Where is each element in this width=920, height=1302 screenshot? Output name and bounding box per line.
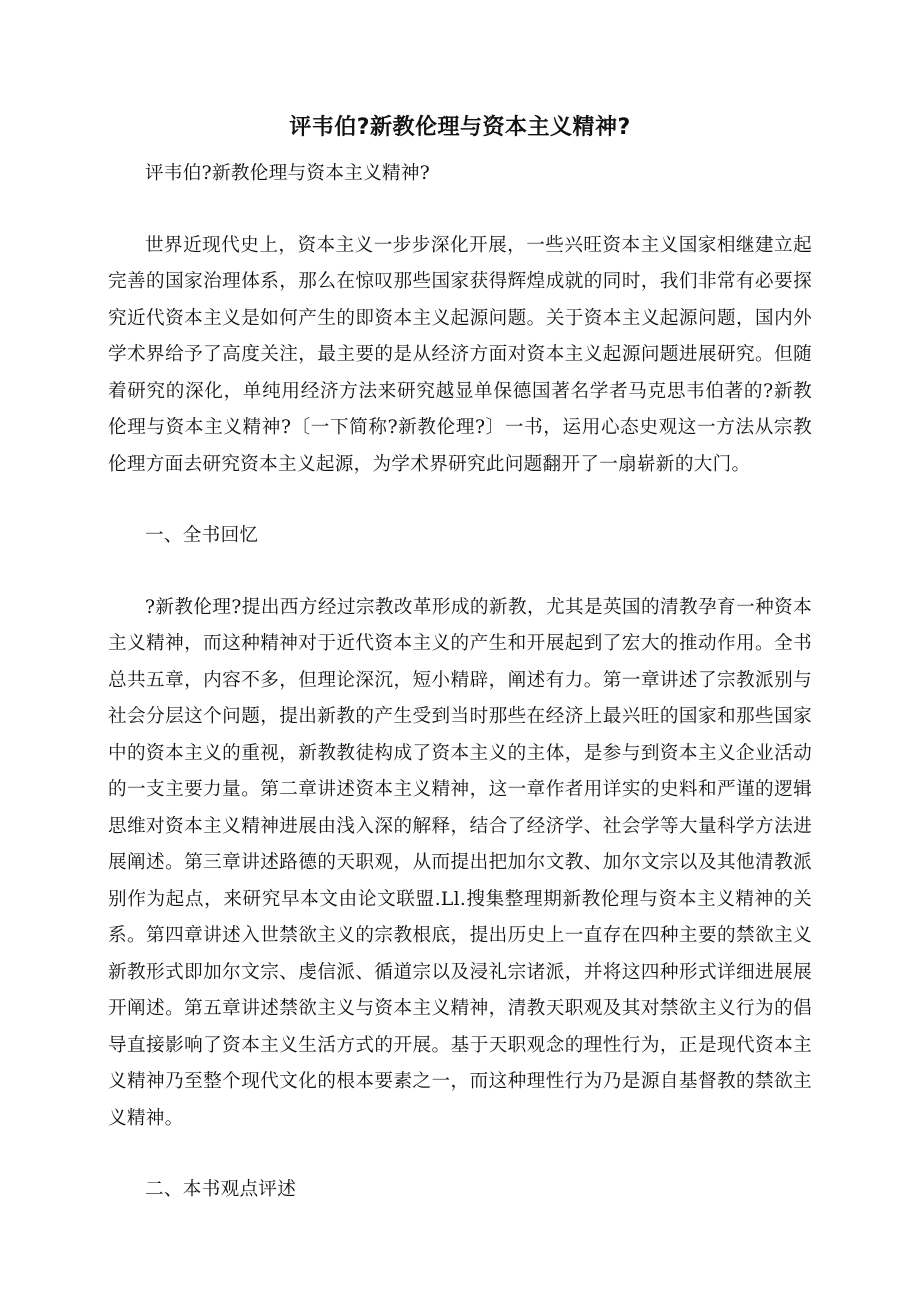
section-heading-commentary: 二、本书观点评述 (145, 1179, 297, 1200)
document-body (108, 156, 812, 1209)
paragraph-summary: ?新教伦理?提出西方经过宗教改革形成的新教，尤其是英国的清教孕育一种资本主义精神，而这种精神对于近代资本主义的产生和开展起到了宏大的推动作用。全书总共五章，内容不多，但理论深沉，短小精辟，阐述有力。第一章讲述了宗教派别与社会分层这个问题，提出新教的产生受到当时那些在经济上最兴旺的国家和那些国家中的资本主义的重视，新教教徒构成了资本主义的主体，是参与到资本主义企业活动的一支主要力量。第二章讲述资本主义精神，这一章作者用详实的史料和严谨的逻辑思维对资本主义精神进展由浅入深的解释，结合了经济学、社会学等大量科学方法进展阐述。第三章讲述路德的天职观，从而提出把加尔文教、加尔文宗以及其他清教派别作为起点，来研究早本文由论文联盟.Ll.搜集整理期新教伦理与资本主义精神的关系。第四章讲述入世禁欲主义的宗教根底，提出历史上一直存在四种主要的禁欲主义新教形式即加尔文宗、虔信派、循道宗以及浸礼宗诸派，并将这四种形式详细进展展开阐述。第五章讲述禁欲主义与资本主义精神，清教天职观及其对禁欲主义行为的倡导直接影响了资本主义生活方式的开展。基于天职观念的理性行为，正是现代资本主义精神乃至整个现代文化的根本要素之一，而这种理性行为乃是源自基督教的禁欲主义精神。 (108, 596, 812, 1129)
paragraph-intro: 世界近现代史上，资本主义一步步深化开展，一些兴旺资本主义国家相继建立起完善的国家治理体系，那么在惊叹那些国家获得辉煌成就的同时，我们非常有必要探究近代资本主义是如何产生的即资本主义起源问题。关于资本主义起源问题，国内外学术界给予了高度关注，最主要的是从经济方面对资本主义起源问题进展研究。但随着研究的深化，单纯用经济方法来研究越显单保德国著名学者马克思韦伯著的?新教伦理与资本主义精神?〔一下简称?新教伦理?〕一书，运用心态史观这一方法从宗教伦理方面去研究资本主义起源，为学术界研究此问题翻开了一扇崭新的大门。 (108, 234, 812, 475)
document-subtitle: 评韦伯?新教伦理与资本主义精神? (145, 163, 431, 184)
document-title: 评韦伯?新教伦理与资本主义精神? (289, 115, 631, 140)
section-heading-review: 一、全书回忆 (145, 525, 259, 546)
